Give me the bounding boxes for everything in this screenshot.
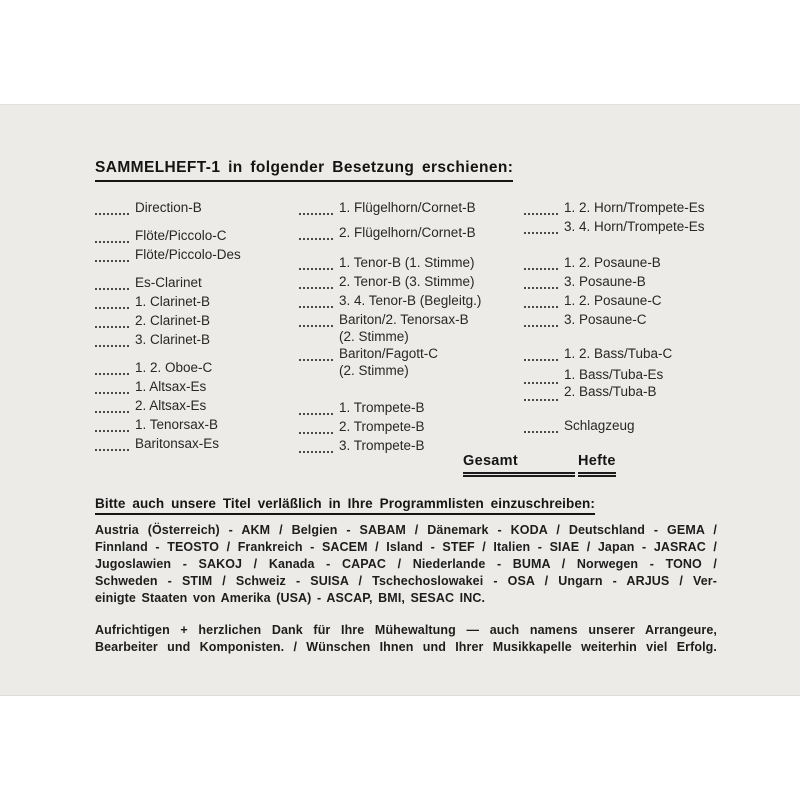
parts-column-3 bbox=[524, 198, 720, 444]
fill-in-dotted-line bbox=[299, 436, 333, 453]
part-group bbox=[524, 416, 720, 435]
part-label: Es-Clarinet bbox=[135, 275, 202, 290]
fill-in-dotted-line bbox=[524, 291, 558, 308]
fill-in-dotted-line bbox=[524, 217, 558, 234]
part-label: 1. 2. Bass/Tuba-C bbox=[564, 346, 673, 361]
fill-in-dotted-line bbox=[524, 367, 558, 384]
part-item bbox=[299, 310, 525, 344]
part-item bbox=[524, 253, 720, 272]
part-item bbox=[524, 416, 720, 435]
hefte-total-field bbox=[578, 453, 616, 477]
part-item bbox=[95, 415, 301, 434]
part-label: 1. Clarinet-B bbox=[135, 294, 211, 309]
thanks-line: Bearbeiter und Komponisten. / Wünschen Ihnen und Ihrer Musikkapelle weiterhin viel Erfolg. bbox=[95, 640, 717, 654]
program-list-heading: Bitte auch unsere Titel verläßlich in Ihre Programmlisten einzuschreiben: bbox=[95, 496, 595, 515]
part-group bbox=[299, 398, 525, 455]
fill-in-dotted-line bbox=[524, 344, 558, 361]
part-item bbox=[95, 273, 301, 292]
fill-in-dotted-line bbox=[95, 292, 129, 309]
fill-in-dotted-line bbox=[95, 358, 129, 375]
part-group bbox=[95, 198, 301, 217]
part-item bbox=[524, 291, 720, 310]
part-item bbox=[299, 198, 525, 217]
societies-line: Jugoslawien - SAKOJ / Kanada - CAPAC / Niederlande - BUMA / Norwegen - TONO / bbox=[95, 557, 717, 571]
totals-row bbox=[463, 453, 616, 477]
part-label: Flöte/Piccolo-C bbox=[135, 228, 227, 243]
fill-in-dotted-line bbox=[524, 272, 558, 289]
part-label: 2. Trompete-B bbox=[339, 419, 425, 434]
part-item bbox=[95, 377, 301, 396]
fill-in-dotted-line bbox=[95, 273, 129, 290]
part-label: Bariton/Fagott-C bbox=[339, 346, 439, 361]
parts-column-2 bbox=[299, 198, 525, 466]
fill-in-dotted-line bbox=[95, 396, 129, 413]
fill-in-dotted-line bbox=[299, 398, 333, 415]
part-label: Schlagzeug bbox=[564, 418, 635, 433]
part-item bbox=[524, 272, 720, 291]
fill-in-dotted-line bbox=[95, 434, 129, 451]
part-item bbox=[524, 217, 720, 236]
societies-line: Austria (Österreich) - AKM / Belgien - SABAM / Dänemark - KODA / Deutschland - GEMA / bbox=[95, 523, 717, 537]
part-label: 3. 4. Tenor-B (Begleitg.) bbox=[339, 293, 482, 308]
part-label: 3. Posaune-B bbox=[564, 274, 646, 289]
fill-in-dotted-line bbox=[299, 198, 333, 215]
hefte-label: Hefte bbox=[578, 453, 616, 469]
fill-in-dotted-line bbox=[524, 384, 558, 401]
societies-paragraph bbox=[95, 522, 717, 607]
part-item bbox=[95, 226, 301, 245]
part-label: 3. 4. Horn/Trompete-Es bbox=[564, 219, 705, 234]
gesamt-label: Gesamt bbox=[463, 453, 518, 469]
part-label: 1. Tenorsax-B bbox=[135, 417, 219, 432]
part-item bbox=[299, 344, 525, 378]
fill-in-dotted-line bbox=[299, 417, 333, 434]
part-item bbox=[299, 398, 525, 417]
gesamt-total-field bbox=[463, 453, 575, 477]
part-item bbox=[524, 344, 720, 363]
part-item bbox=[524, 198, 720, 217]
part-item bbox=[524, 310, 720, 329]
part-label: 3. Clarinet-B bbox=[135, 332, 211, 347]
thanks-line: Aufrichtigen + herzlichen Dank für Ihre Mühewaltung — auch namens unserer Arrangeure, bbox=[95, 623, 717, 637]
fill-in-dotted-line bbox=[524, 416, 558, 433]
fill-in-dotted-line bbox=[299, 310, 333, 327]
fill-in-dotted-line bbox=[95, 226, 129, 243]
fill-in-dotted-line bbox=[299, 291, 333, 308]
part-label: 2. Bass/Tuba-B bbox=[564, 384, 657, 399]
part-sublabel: (2. Stimme) bbox=[339, 363, 409, 378]
part-label: 3. Trompete-B bbox=[339, 438, 425, 453]
part-label: 1. Bass/Tuba-Es bbox=[564, 367, 664, 382]
part-item bbox=[95, 396, 301, 415]
part-label: 2. Altsax-Es bbox=[135, 398, 207, 413]
part-label: Direction-B bbox=[135, 200, 202, 215]
fill-in-dotted-line bbox=[95, 377, 129, 394]
part-item bbox=[95, 292, 301, 311]
fill-in-dotted-line bbox=[299, 253, 333, 270]
part-label: Bariton/2. Tenorsax-B bbox=[339, 312, 469, 327]
part-group bbox=[95, 358, 301, 453]
part-group bbox=[299, 198, 525, 242]
part-group bbox=[524, 367, 720, 401]
page-title: SAMMELHEFT-1 in folgender Besetzung erschienen: bbox=[95, 159, 513, 182]
part-group bbox=[95, 226, 301, 264]
part-label: Baritonsax-Es bbox=[135, 436, 220, 451]
fill-in-dotted-line bbox=[299, 223, 333, 240]
part-item bbox=[299, 417, 525, 436]
fill-in-dotted-line bbox=[95, 415, 129, 432]
part-item bbox=[299, 272, 525, 291]
part-group bbox=[524, 198, 720, 236]
societies-line: Schweden - STIM / Schweiz - SUISA / Tschechoslowakei - OSA / Ungarn - ARJUS / Ver- bbox=[95, 574, 717, 588]
part-label: Flöte/Piccolo-Des bbox=[135, 247, 241, 262]
part-group bbox=[95, 273, 301, 349]
fill-in-dotted-line bbox=[95, 330, 129, 347]
fill-in-dotted-line bbox=[95, 245, 129, 262]
part-item bbox=[95, 198, 301, 217]
fill-in-dotted-line bbox=[299, 272, 333, 289]
part-label: 2. Flügelhorn/Cornet-B bbox=[339, 225, 476, 240]
part-label: 1. Tenor-B (1. Stimme) bbox=[339, 255, 475, 270]
thanks-paragraph bbox=[95, 622, 717, 656]
part-label: 1. Trompete-B bbox=[339, 400, 425, 415]
part-group bbox=[299, 253, 525, 378]
part-label: 1. 2. Horn/Trompete-Es bbox=[564, 200, 705, 215]
part-item bbox=[524, 367, 720, 384]
part-label: 1. Flügelhorn/Cornet-B bbox=[339, 200, 476, 215]
part-item bbox=[299, 253, 525, 272]
fill-in-dotted-line bbox=[299, 344, 333, 361]
fill-in-dotted-line bbox=[95, 198, 129, 215]
part-label: 3. Posaune-C bbox=[564, 312, 647, 327]
fill-in-dotted-line bbox=[524, 310, 558, 327]
part-label: 2. Clarinet-B bbox=[135, 313, 211, 328]
part-label: 1. Altsax-Es bbox=[135, 379, 207, 394]
fill-in-dotted-line bbox=[524, 253, 558, 270]
fill-in-dotted-line bbox=[524, 198, 558, 215]
part-label: 1. 2. Oboe-C bbox=[135, 360, 213, 375]
part-label: 2. Tenor-B (3. Stimme) bbox=[339, 274, 475, 289]
document-page bbox=[0, 104, 800, 696]
part-item bbox=[95, 434, 301, 453]
societies-line: einigte Staaten von Amerika (USA) - ASCAP, BMI, SESAC INC. bbox=[95, 591, 486, 605]
part-item bbox=[95, 358, 301, 377]
part-item bbox=[95, 311, 301, 330]
part-item bbox=[299, 223, 525, 242]
fill-in-dotted-line bbox=[95, 311, 129, 328]
part-item bbox=[95, 330, 301, 349]
part-sublabel: (2. Stimme) bbox=[339, 329, 409, 344]
part-item bbox=[524, 384, 720, 401]
societies-line: Finnland - TEOSTO / Frankreich - SACEM / Island - STEF / Italien - SIAE / Japan - JASRAC / bbox=[95, 540, 717, 554]
part-group bbox=[524, 253, 720, 329]
parts-column-1 bbox=[95, 198, 301, 462]
part-label: 1. 2. Posaune-C bbox=[564, 293, 662, 308]
part-item bbox=[95, 245, 301, 264]
part-label: 1. 2. Posaune-B bbox=[564, 255, 661, 270]
part-item bbox=[299, 291, 525, 310]
part-group bbox=[524, 344, 720, 363]
